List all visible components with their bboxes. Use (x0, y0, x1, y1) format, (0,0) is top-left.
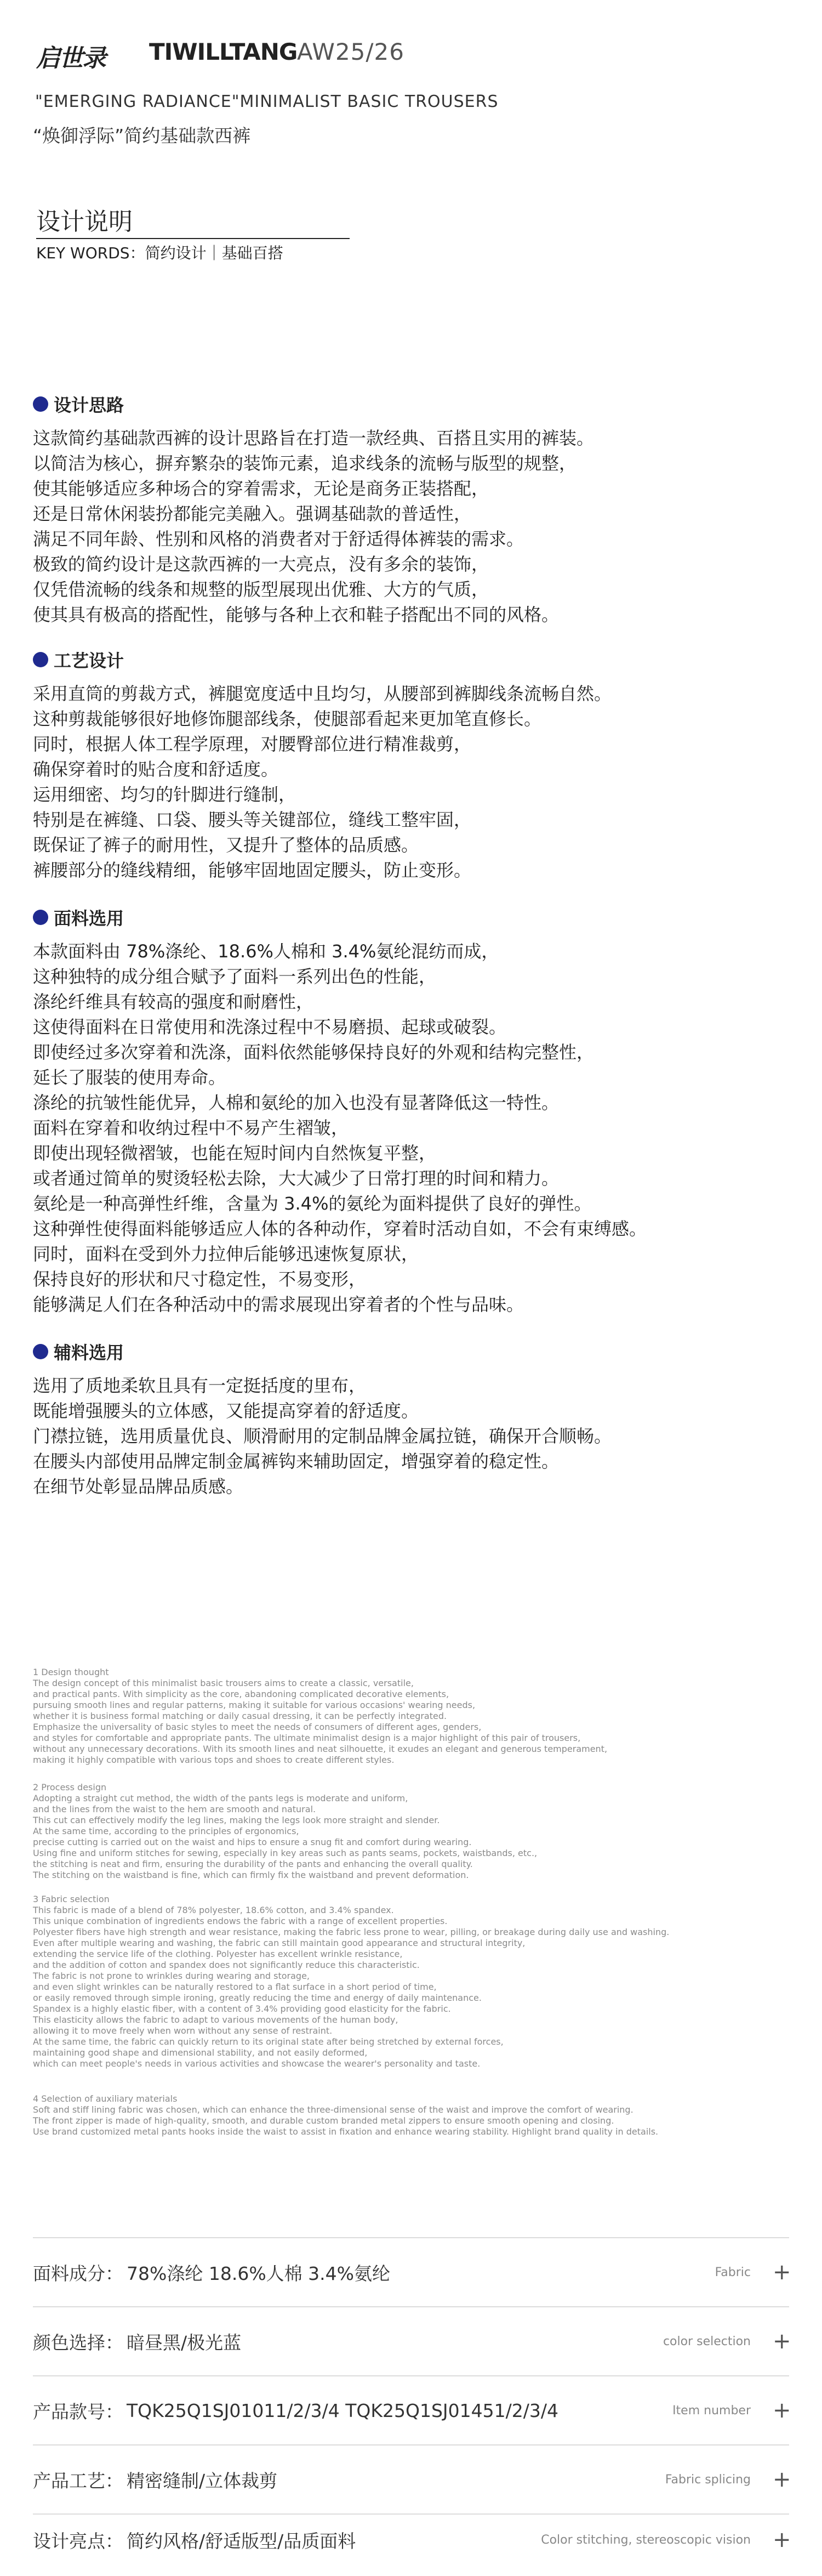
keywords-line: KEY WORDS：简约设计｜基础百搭 (36, 238, 350, 263)
spec-row-highlights[interactable] (33, 2506, 789, 2574)
english-design-thought: 1 Design thought The design concept of this minimalist basic trousers aims to create a classic, versatile, and practical pants. With simplicity as the core, abandoning complicated decorative elements, pursuing smooth lines and regular patterns, making it suitable for various occasions' wearing needs, whether it is business formal matching or daily casual dressing, it can be perfectly integrated. Emphasize the universality of basic styles to meet the needs of consumers of different ages, genders, and styles for comfortable and appropriate pants. The ultimate minimalist design is a major highlight of this pair of trousers, without any unnecessary decorations. With its smooth lines and neat silhouette, it exudes an elegant and generous temperament, making it highly compatible with various tops and shoes to create different styles. (33, 1667, 608, 1765)
section-heading: 辅料选用 (33, 1339, 800, 1364)
section-process-design (33, 647, 800, 883)
spec-value: 78%涤纶 18.6%人棉 3.4%氨纶 (127, 2262, 390, 2284)
spec-label: 颜色选择： (33, 2331, 123, 2353)
bullet-dot-icon (33, 1344, 48, 1359)
plus-icon[interactable]: + (773, 2467, 791, 2492)
spec-label-en: color selection (663, 2334, 751, 2348)
section-text: 采用直筒的剪裁方式，裤腿宽度适中且均匀，从腰部到裤脚线条流畅自然。 这种剪裁能够很好地修饰腿部线条，使腿部看起来更加笔直修长。 同时，根据人体工程学原理，对腰臀部位进行精准裁剪， 确保穿着时的贴合度和舒适度。 运用细密、均匀的针脚进行缝制， 特别是在裤缝、口袋、腰头等关键部位，缝线工整牢固， 既保证了裤子的耐用性，又提升了整体的品质感。 裤腰部分的缝线精细，能够牢固地固定腰头，防止变形。 (33, 683, 612, 881)
bullet-dot-icon (33, 652, 48, 667)
page-title: 设计说明 (36, 208, 133, 236)
season-label: AW25/26 (297, 38, 404, 65)
section-text: 本款面料由 78%涤纶、18.6%人棉和 3.4%氨纶混纺而成， 这种独特的成分组合赋予了面料一系列出色的性能， 涤纶纤维具有较高的强度和耐磨性， 这使得面料在日常使用和洗涤过程中不易磨损、起球或破裂。 即使经过多次穿着和洗涤，面料依然能够保持良好的外观和结构完整性， 延长了服装的使用寿命。 涤纶的抗皱性能优异，人棉和氨纶的加入也没有显著降低这一特性。 面料在穿着和收纳过程中不易产生褶皱， 即使出现轻微褶皱，也能在短时间内自然恢复平整， 或者通过简单的熨烫轻松去除，大大减少了日常打理的时间和精力。 氨纶是一种高弹性纤维，含量为 3.4%的氨纶为面料提供了良好的弹性。 这种弹性使得面料能够适应人体的各种动作，穿着时活动自如，不会有束缚感。 同时，面料在受到外力拉伸后能够迅速恢复原状， 保持良好的形状和尺寸稳定性，不易变形， 能够满足人们在各种活动中的需求展现出穿着者的个性与品味。 (33, 941, 647, 1315)
plus-icon[interactable]: + (773, 2398, 791, 2423)
brand-logo-cn: 启世录 (36, 44, 105, 72)
section-text: 这款简约基础款西裤的设计思路旨在打造一款经典、百搭且实用的裤装。 以简洁为核心，摒弃繁杂的装饰元素，追求线条的流畅与版型的规整， 使其能够适应多种场合的穿着需求，无论是商务正装搭配， 还是日常休闲装扮都能完美融入。强调基础款的普适性， 满足不同年龄、性别和风格的消费者对于舒适得体裤装的需求。 极致的简约设计是这款西裤的一大亮点，没有多余的装饰， 仅凭借流畅的线条和规整的版型展现出优雅、大方的气质， 使其具有极高的搭配性，能够与各种上衣和鞋子搭配出不同的风格。 (33, 428, 595, 625)
english-process-design: 2 Process design Adopting a straight cut method, the width of the pants legs is moderate and uniform, and the lines from the waist to the hem are smooth and natural. This cut can effectively modify the leg lines, making the legs look more straight and slender. At the same time, according to the principles of ergonomics, precise cutting is carried out on the waist and hips to ensure a snug fit and comfort during wearing. Using fine and uniform stitches for sewing, especially in key areas such as pants seams, pockets, waistbands, etc., the stitching is neat and firm, ensuring the durability of the pants and enhancing the overall quality. The stitching on the waistband is fine, which can firmly fix the waistband and prevent deformation. (33, 1782, 538, 1880)
section-fabric (33, 905, 800, 1317)
spec-value: 精密缝制/立体裁剪 (127, 2470, 278, 2492)
section-text: 选用了质地柔软且具有一定挺括度的里布， 既能增强腰头的立体感，又能提高穿着的舒适度。 门襟拉链，选用质量优良、顺滑耐用的定制品牌金属拉链，确保开合顺畅。 在腰头内部使用品牌定制金属裤钩来辅助固定，增强穿着的稳定性。 在细节处彰显品牌品质感。 (33, 1375, 612, 1497)
english-fabric: 3 Fabric selection This fabric is made of a blend of 78% polyester, 18.6% cotton, and 3.4% spandex. This unique combination of ingredients endows the fabric with a range of excellent properties. Polyester fibers have high strength and wear resistance, making the fabric less prone to wear, pilling, or breakage during daily use and washing. Even after multiple wearing and washing, the fabric can still maintain good appearance and structural integrity, extending the service life of the clothing. Polyester has excellent wrinkle resistance, and the addition of cotton and spandex does not significantly reduce this characteristic. The fabric is not prone to wrinkles during wearing and storage, and even slight wrinkles can be naturally restored to a flat surface in a short period of time, or easily removed through simple ironing, greatly reducing the time and energy of daily maintenance. Spandex is a highly elastic fiber, with a content of 3.4% providing good elasticity for the fabric. This elasticity allows the fabric to adapt to various movements of the human body, allowing it to move freely when worn without any sense of restraint. At the same time, the fabric can quickly return to its original state after being stretched by external forces, maintaining good shape and dimensional stability, and not easily deformed, which can meet people's needs in various activities and showcase the wearer's personality and taste. (33, 1894, 670, 2069)
spec-label-en: Item number (672, 2403, 751, 2418)
spec-row-craft[interactable] (33, 2446, 789, 2515)
spec-value: 简约风格/舒适版型/品质面料 (127, 2530, 356, 2552)
section-heading: 设计思路 (33, 391, 800, 417)
plus-icon[interactable]: + (773, 2527, 791, 2552)
spec-value: TQK25Q1SJ01011/2/3/4 TQK25Q1SJ01451/2/3/4 (127, 2399, 558, 2421)
spec-label: 产品款号： (33, 2401, 123, 2422)
spec-label: 产品工艺： (33, 2470, 123, 2492)
spec-label-en: Color stitching, stereoscopic vision (541, 2533, 751, 2547)
spec-label: 面料成分： (33, 2262, 123, 2284)
bullet-dot-icon (33, 910, 48, 925)
spec-label-en: Fabric (715, 2265, 751, 2279)
english-auxiliary: 4 Selection of auxiliary materials Soft and stiff lining fabric was chosen, which can enhance the three-dimensional sense of the waist and improve the comfort of wearing. The front zipper is made of high-quality, smooth, and durable custom branded metal zippers to ensure smooth opening and closing. Use brand customized metal pants hooks inside the waist to assist in fixation and enhance wearing stability. Highlight brand quality in details. (33, 2093, 659, 2137)
product-subtitle-cn: “焕御浮际”简约基础款西裤 (33, 125, 251, 146)
spec-value: 暗昼黑/极光蓝 (127, 2331, 242, 2353)
spec-label-en: Fabric splicing (665, 2472, 751, 2487)
spec-row-fabric[interactable] (33, 2238, 789, 2307)
section-auxiliary (33, 1339, 800, 1499)
product-subtitle-en: "EMERGING RADIANCE"MINIMALIST BASIC TROUSERS (35, 92, 499, 111)
plus-icon[interactable]: + (773, 2329, 791, 2354)
section-design-thought (33, 391, 800, 627)
brand-logo-en: TIWILLTANG (149, 38, 298, 65)
spec-label: 设计亮点： (33, 2530, 123, 2552)
plus-icon[interactable]: + (773, 2260, 791, 2285)
spec-row-color[interactable] (33, 2307, 789, 2376)
bullet-dot-icon (33, 396, 48, 412)
section-heading: 面料选用 (33, 905, 800, 930)
section-heading: 工艺设计 (33, 647, 800, 672)
spec-row-item-number[interactable] (33, 2376, 789, 2446)
